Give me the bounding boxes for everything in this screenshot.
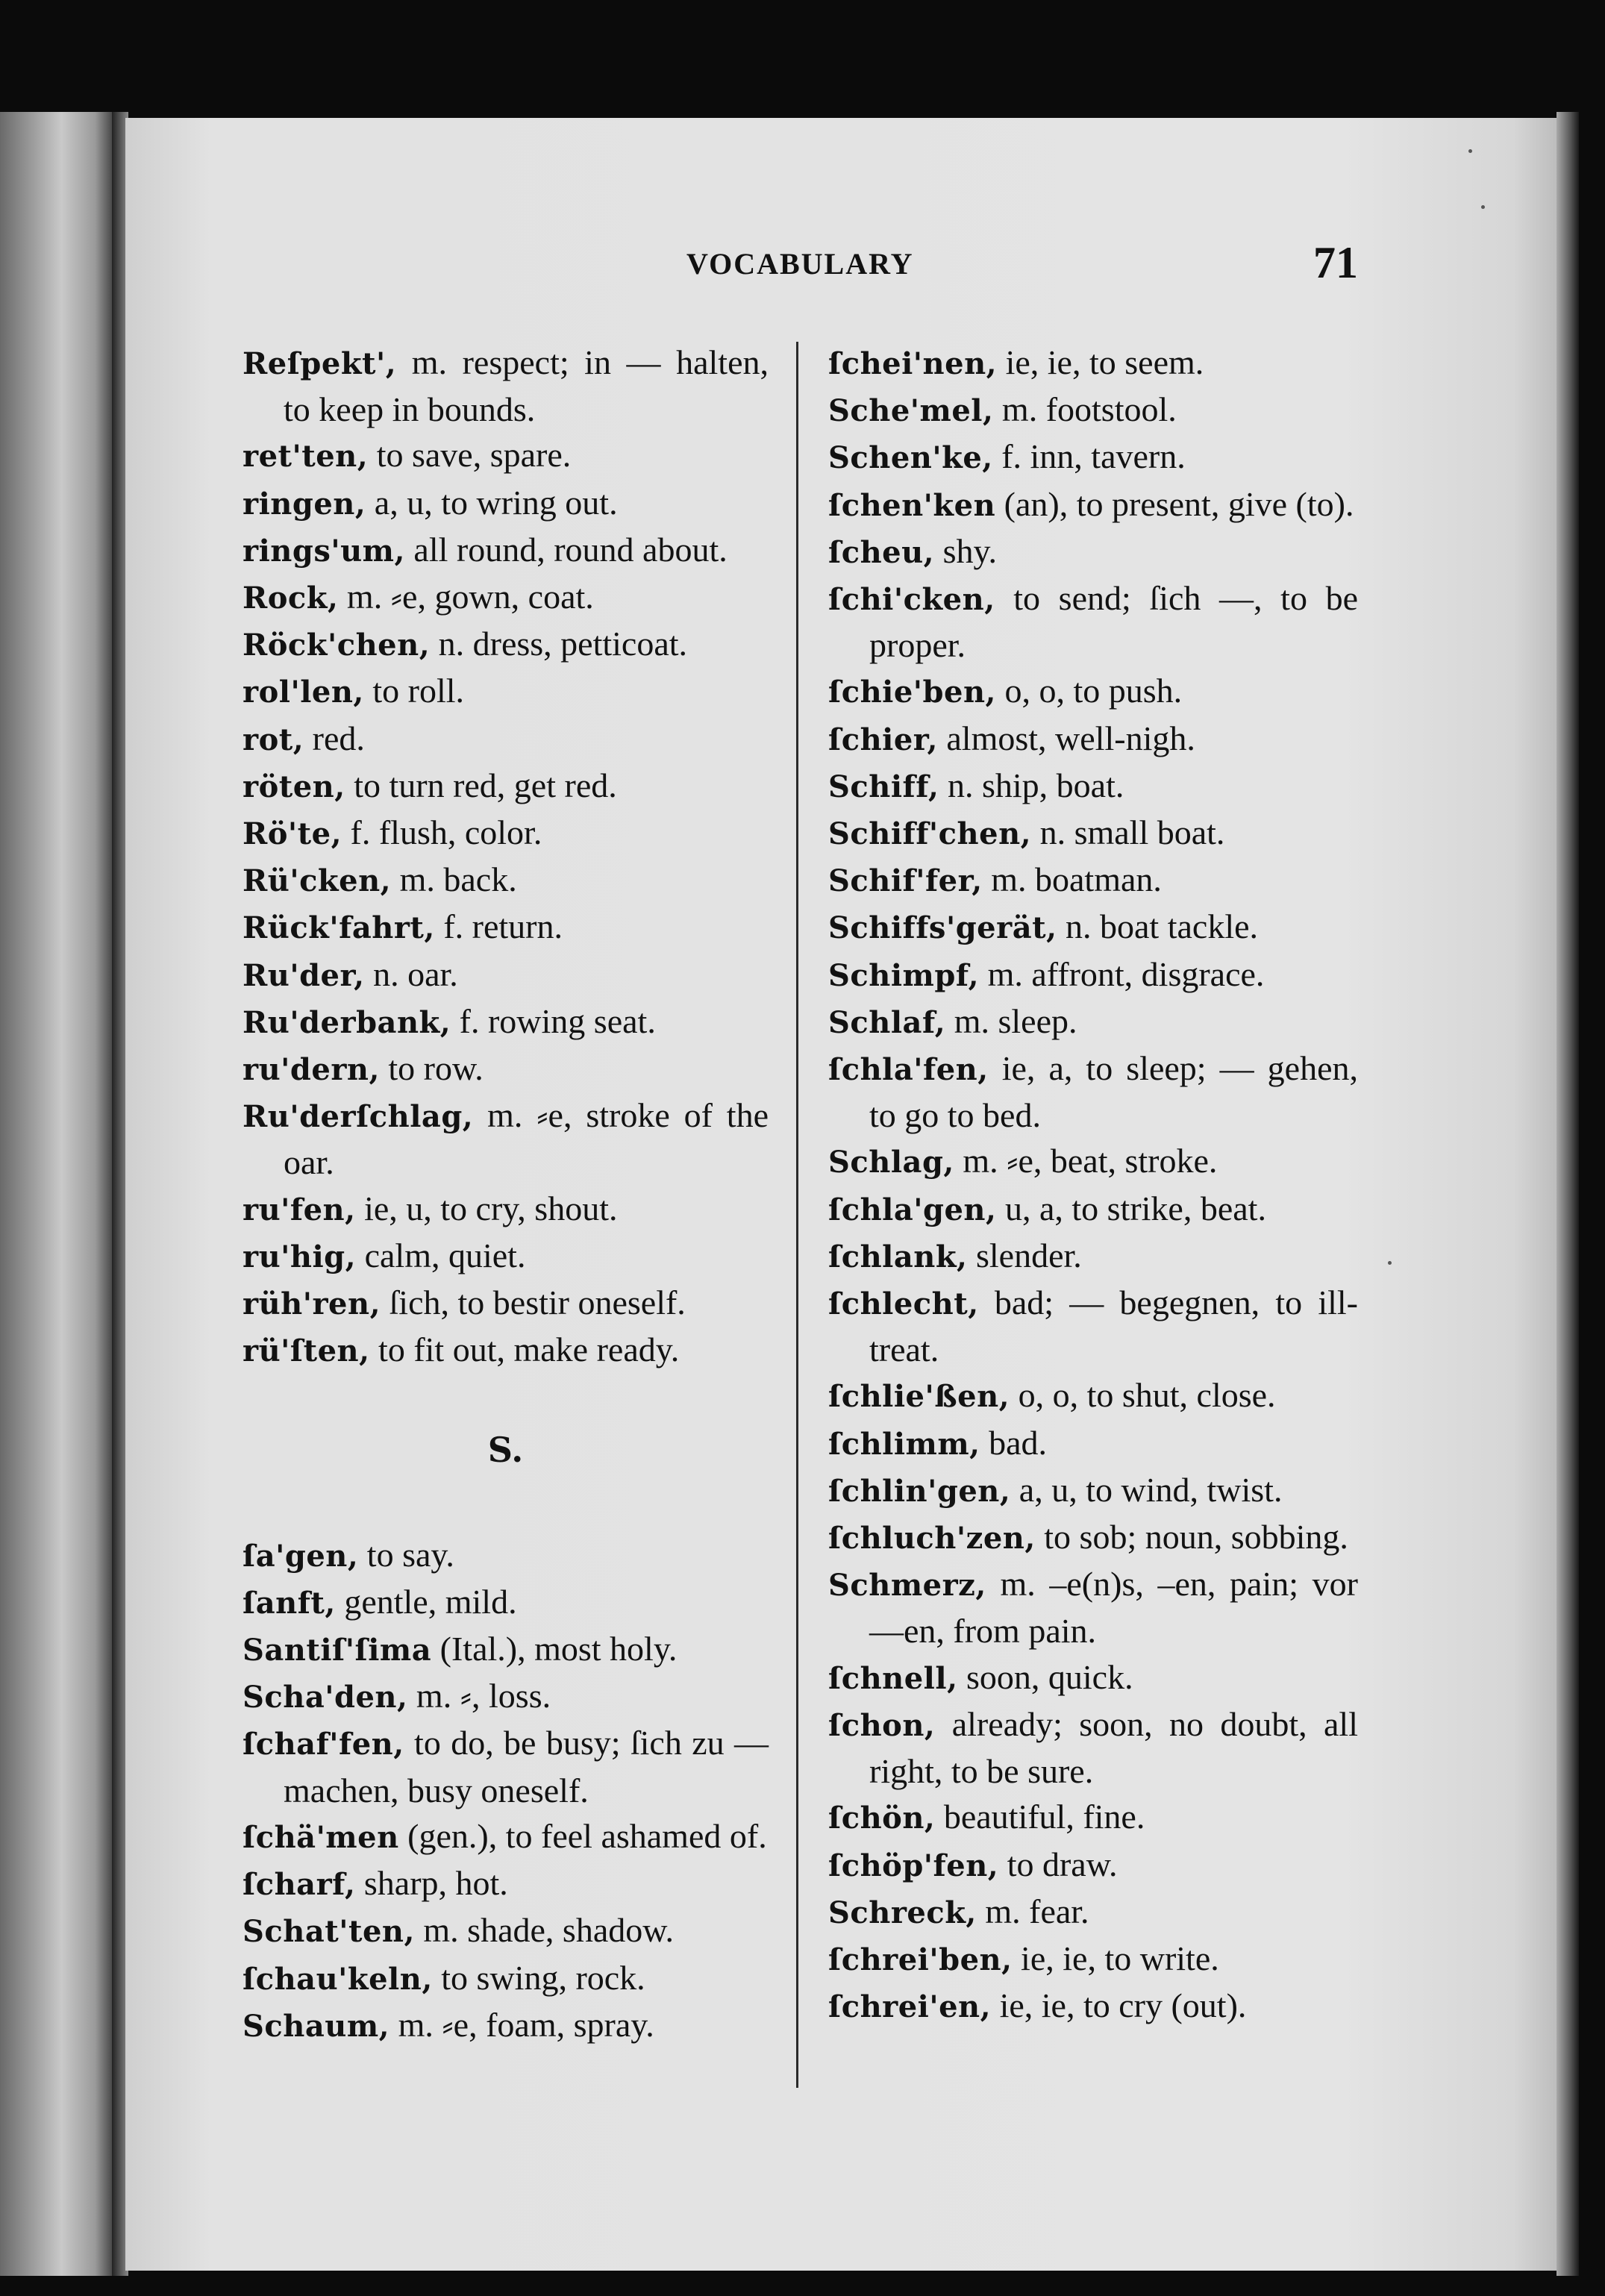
vocab-entry [828,1233,1358,1280]
entry-headword: ſchen'ken [828,487,996,523]
vocab-entry [828,528,1358,575]
vocab-entry [243,951,769,998]
entry-definition: ie, a, to sleep; — gehen, to go to bed. [869,1049,1358,1135]
vocab-entry [243,1327,769,1374]
vocab-entry [828,1936,1358,1983]
entry-headword: rüh'ren, [243,1286,381,1322]
entry-headword: Schimpf, [828,957,980,993]
vocab-entry [828,1280,1358,1372]
entry-definition: to fit out, make ready. [369,1330,680,1369]
vocab-entry [828,387,1358,434]
vocab-entry [828,716,1358,763]
entry-definition: ie, u, to cry, shout. [355,1189,618,1227]
running-head: VOCABULARY [686,247,914,281]
entry-headword: ſchnell, [828,1660,958,1696]
paper-speck [1481,205,1485,209]
entry-headword: ſchöp'fen, [828,1848,999,1883]
entry-definition: to row. [379,1049,484,1088]
entry-headword: Schiffs'gerät, [828,910,1057,946]
entry-headword: ſchlie'ßen, [828,1379,1010,1415]
vocab-entry [828,1983,1358,2030]
entry-definition: to draw. [998,1845,1118,1883]
entry-definition: ie, ie, to write. [1012,1939,1219,1977]
entry-headword: ſchrei'en, [828,1989,992,2025]
entry-definition: soon, quick. [957,1657,1133,1696]
entry-headword: ſchrei'ben, [828,1942,1013,1977]
entry-headword: ſcharf, [243,1867,356,1903]
entry-definition: o, o, to push. [995,672,1183,710]
entry-definition: f. inn, tavern. [992,437,1186,476]
vocab-entry [828,951,1358,998]
vocab-entry [243,1532,769,1579]
entry-headword: ſchlecht, [828,1286,979,1322]
entry-definition: slender. [967,1236,1082,1274]
entry-headword: Ru'der, [243,957,365,993]
entry-definition: to say. [358,1535,454,1574]
entry-headword: ſchaf'fen, [243,1727,404,1762]
entry-definition: m. ⸗, loss. [407,1677,551,1715]
vocab-entry [828,1514,1358,1561]
entry-definition: n. oar. [364,954,458,993]
entry-headword: ſchön, [828,1801,936,1836]
page-outer-edge [1556,112,1579,2276]
vocab-entry [243,998,769,1045]
entry-headword: rot, [243,722,304,757]
entry-headword: Rü'cken, [243,863,392,899]
entry-definition: m. ⸗e, gown, coat. [338,578,594,616]
vocab-entry [828,575,1358,668]
vocab-entry [243,1720,769,1812]
vocab-entry [243,1673,769,1720]
paper-speck [1468,149,1472,153]
entry-definition: bad; — begegnen, to ill-treat. [869,1283,1358,1369]
entry-headword: Scha'den, [243,1680,408,1715]
vocab-entry [828,810,1358,857]
entry-headword: Schlag, [828,1145,954,1180]
right-column [828,340,1358,2030]
entry-definition: m. ⸗e, beat, stroke. [954,1142,1218,1180]
vocab-entry [243,574,769,621]
entry-definition: o, o, to shut, close. [1010,1376,1276,1415]
entry-headword: ret'ten, [243,439,369,475]
entry-headword: Schaum, [243,2008,390,2044]
entry-headword: Ru'derſchlag, [243,1099,474,1135]
entry-definition: m. boatman. [982,860,1162,899]
entry-headword: Schat'ten, [243,1914,415,1950]
entry-definition: red. [304,719,365,757]
entry-definition: m. ⸗e, stroke of the oar. [284,1096,769,1182]
entry-headword: ſchä'men [243,1819,399,1855]
vocab-entry [243,1579,769,1626]
entry-definition: (gen.), to feel ashamed of. [398,1816,767,1855]
vocab-entry [828,1045,1358,1138]
entry-definition: calm, quiet. [356,1236,526,1274]
entry-headword: Schiff'chen, [828,816,1032,852]
entry-definition: beautiful, fine. [935,1798,1145,1836]
vocab-entry [828,904,1358,951]
entry-definition: m. respect; in — halten, to keep in bounds. [284,343,769,429]
entry-headword: Reſpekt', [243,346,397,381]
entry-definition: almost, well-nigh. [937,719,1195,757]
entry-definition: to swing, rock. [432,1958,645,1997]
vocab-entry [243,668,769,715]
entry-definition: m. sleep. [945,1001,1077,1040]
entry-definition: to sob; noun, sobbing. [1035,1518,1348,1557]
column-divider [796,342,798,2088]
left-s-entries [243,1532,769,2049]
entry-headword: Röck'chen, [243,628,431,663]
vocab-entry [828,1467,1358,1514]
entry-headword: Sche'mel, [828,393,994,429]
entry-definition: n. small boat. [1031,813,1225,852]
entry-definition: (an), to present, give (to). [995,484,1354,523]
right-entries [828,340,1358,2030]
entry-definition: ie, ie, to cry (out). [991,1986,1247,2025]
left-column [243,340,769,2049]
vocab-entry [243,1626,769,1673]
entry-headword: röten, [243,769,345,804]
entry-definition: shy. [934,531,998,570]
vocab-entry [828,1701,1358,1794]
entry-definition: to roll. [363,672,465,710]
entry-definition: f. flush, color. [342,813,542,852]
entry-definition: a, u, to wind, twist. [1010,1470,1283,1509]
entry-definition: to do, be busy; ſich zu — machen, busy oneself. [284,1724,769,1809]
entry-definition: m. footstool. [993,390,1177,429]
entry-headword: ringen, [243,486,366,522]
vocab-entry [828,340,1358,387]
left-entries [243,340,769,1374]
entry-headword: ſchei'nen, [828,346,998,381]
entry-definition: m. fear. [976,1892,1089,1930]
entry-headword: rol'len, [243,675,364,710]
vocab-entry [243,857,769,904]
entry-headword: Schlaf, [828,1004,946,1040]
entry-headword: ſchi'cken, [828,582,995,618]
entry-headword: Schiff, [828,769,939,804]
vocab-entry [243,904,769,951]
paper-speck [1388,1261,1392,1265]
vocab-entry [243,621,769,668]
vocab-entry [243,810,769,857]
entry-definition: already; soon, no doubt, all right, to be sure. [869,1704,1358,1791]
vocab-entry [828,668,1358,715]
vocab-entry [828,1372,1358,1419]
entry-definition: m. –e(n)s, –en, pain; vor —en, from pain. [869,1565,1358,1651]
facing-page-edge [0,112,112,2276]
entry-definition: to turn red, get red. [345,766,617,804]
entry-headword: Rö'te, [243,816,342,852]
vocab-entry [243,716,769,763]
entry-headword: ſchla'gen, [828,1192,997,1227]
entry-headword: ſchlank, [828,1239,968,1274]
entry-definition: bad. [980,1423,1048,1462]
vocab-entry [828,998,1358,1045]
vocab-entry [243,1233,769,1280]
vocab-entry [243,1813,769,1860]
entry-headword: ſchie'ben, [828,675,996,710]
vocab-entry [243,432,769,479]
entry-definition: u, a, to strike, beat. [996,1189,1266,1227]
vocab-entry [828,1889,1358,1936]
vocab-entry [828,1561,1358,1654]
entry-headword: ſchlin'gen, [828,1473,1011,1509]
entry-definition: m. affront, disgrace. [979,954,1265,993]
entry-headword: ru'hig, [243,1239,357,1274]
vocab-entry [243,527,769,574]
entry-headword: Schif'fer, [828,863,983,899]
vocab-entry [828,481,1358,528]
entry-headword: ſanft, [243,1585,336,1621]
entry-headword: ſchla'fen, [828,1052,989,1088]
vocab-entry [243,1045,769,1092]
entry-definition: n. dress, petticoat. [430,625,688,663]
vocab-entry [243,2002,769,2049]
vocab-entry [243,1280,769,1327]
entry-definition: sharp, hot. [355,1864,508,1903]
entry-headword: ru'dern, [243,1052,380,1088]
vocab-entry [243,1092,769,1185]
entry-headword: ru'fen, [243,1192,356,1227]
section-letter: S. [487,1430,524,1471]
entry-definition: to save, spare. [368,436,572,475]
vocab-entry [828,434,1358,481]
vocab-entry [243,1860,769,1907]
entry-headword: Santiſ'ſima [243,1633,432,1668]
vocab-entry [828,1186,1358,1233]
vocab-entry [828,857,1358,904]
entry-definition: f. return. [434,907,563,946]
entry-definition: (Ital.), most holy. [431,1630,678,1668]
vocab-entry [828,1842,1358,1889]
entry-definition: f. rowing seat. [451,1001,656,1040]
vocab-entry [243,340,769,432]
entry-headword: Schreck, [828,1895,977,1930]
vocab-entry [243,1955,769,2002]
vocab-entry [828,1138,1358,1185]
entry-headword: Rück'fahrt, [243,910,435,946]
entry-definition: gentle, mild. [335,1582,517,1621]
vocab-entry [243,763,769,810]
entry-headword: Rock, [243,581,339,616]
entry-headword: ſchluch'zen, [828,1521,1036,1557]
page-number: 71 [1313,238,1358,287]
entry-headword: ſcheu, [828,534,935,570]
entry-definition: all round, round about. [404,530,728,569]
entry-definition: to send; ſich —, to be proper. [869,579,1358,665]
vocab-entry [243,1186,769,1233]
entry-definition: m. back. [391,860,517,899]
entry-headword: Schmerz, [828,1568,986,1604]
entry-headword: ſchon, [828,1707,936,1743]
entry-headword: ſchlimm, [828,1426,980,1462]
vocab-entry [243,1907,769,1954]
vocab-entry [828,1654,1358,1701]
entry-headword: ſchau'keln, [243,1961,433,1997]
vocab-entry [828,1420,1358,1467]
entry-definition: ſich, to bestir oneself. [381,1283,686,1322]
entry-definition: a, u, to wring out. [366,483,618,522]
entry-definition: n. boat tackle. [1057,907,1259,946]
vocab-entry [243,480,769,527]
entry-definition: m. shade, shadow. [414,1911,674,1950]
vocab-entry [828,763,1358,810]
entry-definition: ie, ie, to seem. [997,343,1204,381]
entry-headword: ſchier, [828,722,938,757]
entry-definition: m. ⸗e, foam, spray. [389,2005,654,2044]
entry-headword: Ru'derbank, [243,1004,451,1040]
entry-headword: rü'ſten, [243,1333,370,1369]
entry-headword: Schen'ke, [828,440,993,476]
vocab-entry [828,1794,1358,1841]
entry-headword: ſa'gen, [243,1538,359,1574]
entry-headword: rings'um, [243,533,405,569]
entry-definition: n. ship, boat. [939,766,1124,804]
